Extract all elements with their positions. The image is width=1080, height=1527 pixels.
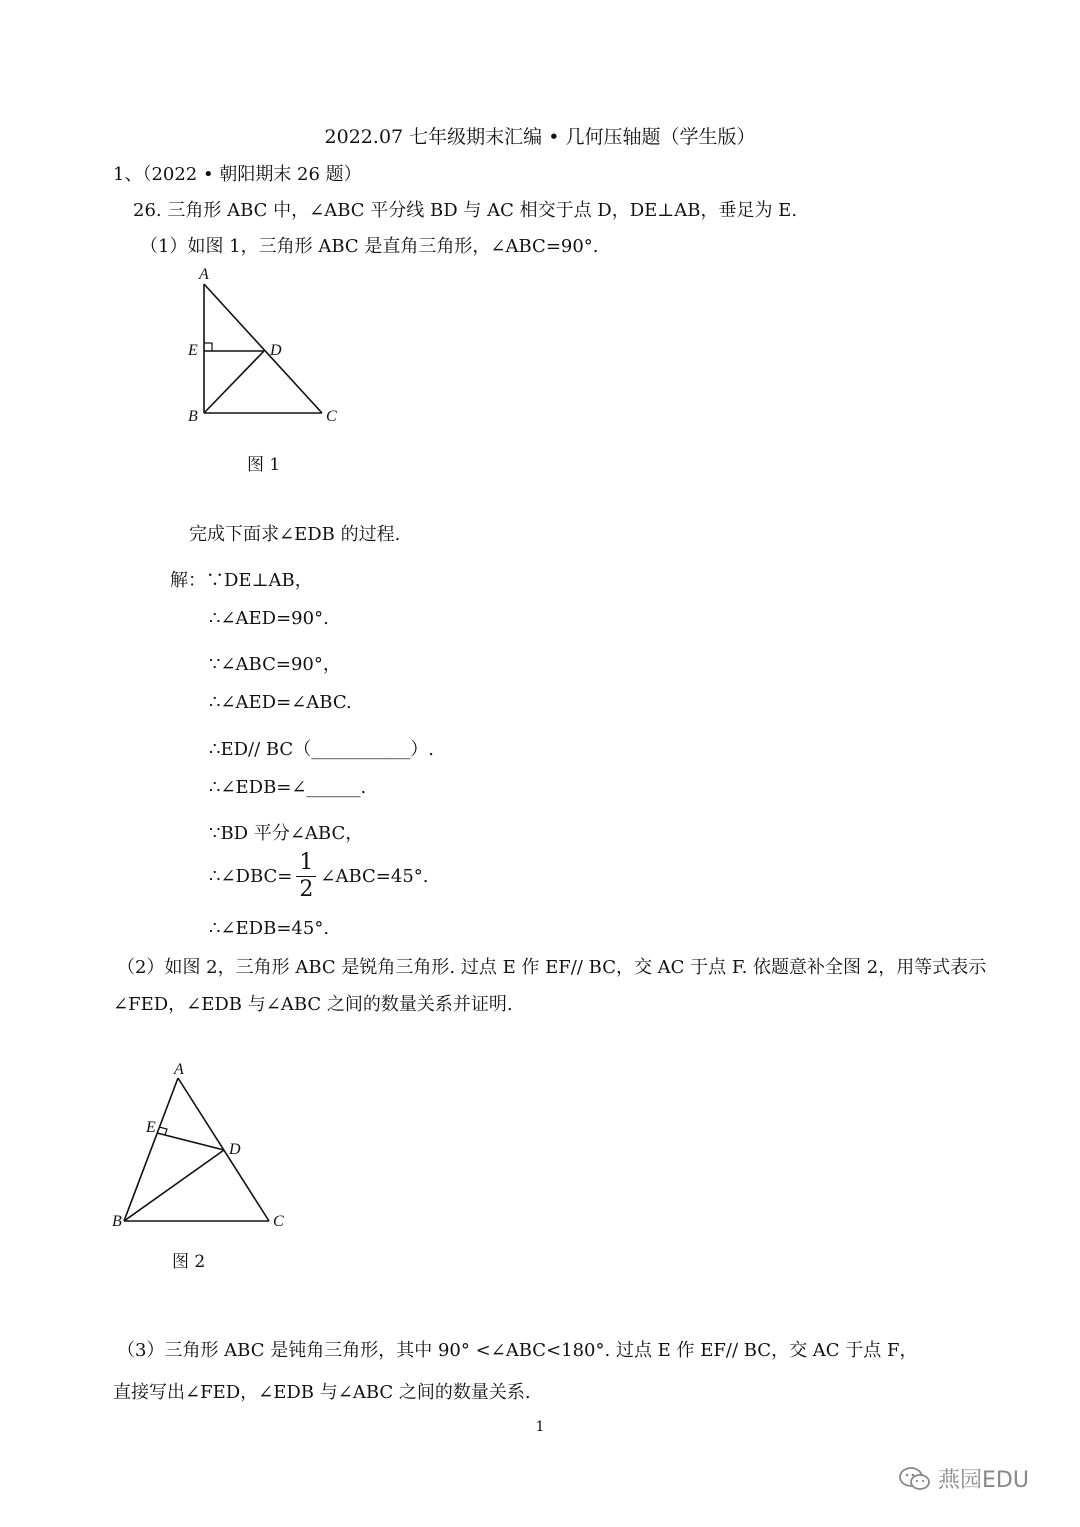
part2-text-line-1: （2）如图 2，三角形 ABC 是锐角三角形. 过点 E 作 EF// BC，交 AC 于点 F. 依题意补全图 2，用等式表示 <box>117 957 987 978</box>
solution-line-7: ∵BD 平分∠ABC， <box>209 823 364 844</box>
fig1-label-b: B <box>188 408 198 425</box>
solution-line-2: ∴∠AED=90°. <box>209 608 329 629</box>
solution-line-6: ∴∠EDB=∠______. <box>209 777 367 798</box>
wechat-icon <box>898 1465 932 1493</box>
part1-text: （1）如图 1，三角形 ABC 是直角三角形，∠ABC=90°. <box>140 236 599 257</box>
fig2-label-a: A <box>174 1061 184 1078</box>
watermark <box>898 1463 1029 1494</box>
solution-line-8-suffix: ∠ABC=45°. <box>320 866 429 887</box>
complete-prompt: 完成下面求∠EDB 的过程. <box>189 524 401 545</box>
fig1-segment-bd <box>204 351 264 413</box>
question-index: 1、（2022 • 朝阳期末 26 题） <box>113 164 362 185</box>
fig2-label-e: E <box>146 1119 156 1136</box>
question-stem: 26. 三角形 ABC 中，∠ABC 平分线 BD 与 AC 相交于点 D，DE⊥AB，垂足为 E. <box>133 200 798 221</box>
fig1-label-d: D <box>270 342 282 359</box>
figure-1 <box>180 262 360 437</box>
solution-line-4: ∴∠AED=∠ABC. <box>209 692 352 713</box>
fig1-label-a: A <box>199 266 209 283</box>
fraction-denominator: 2 <box>299 877 314 902</box>
solution-line-8 <box>209 852 429 901</box>
solution-line-3: ∵∠ABC=90°， <box>209 654 341 675</box>
part2-text-line-2: ∠FED，∠EDB 与∠ABC 之间的数量关系并证明. <box>113 994 513 1015</box>
fig2-label-d: D <box>229 1141 241 1158</box>
fig2-label-b: B <box>112 1213 122 1230</box>
solution-line-5: ∴ED// BC（___________）. <box>209 739 434 760</box>
solution-line-9: ∴∠EDB=45°. <box>209 918 330 939</box>
fig1-right-angle-mark <box>204 343 212 351</box>
figure-1-caption: 图 1 <box>247 455 281 475</box>
one-half-fraction <box>296 852 316 901</box>
fraction-numerator: 1 <box>296 852 316 877</box>
fig1-label-e: E <box>188 342 198 359</box>
watermark-text: 燕园EDU <box>938 1468 1029 1493</box>
page-number: 1 <box>535 1419 545 1435</box>
part3-text-line-2: 直接写出∠FED，∠EDB 与∠ABC 之间的数量关系. <box>113 1382 531 1403</box>
solution-line-1: 解：∵DE⊥AB， <box>170 570 313 591</box>
figure-2-caption: 图 2 <box>172 1252 206 1272</box>
part3-text-line-1: （3）三角形 ABC 是钝角三角形，其中 90° <∠ABC<180°. 过点 E 作 EF// BC，交 AC 于点 F， <box>117 1340 918 1361</box>
fig1-label-c: C <box>326 408 337 425</box>
figure-2 <box>105 1056 305 1241</box>
fig2-label-c: C <box>273 1213 284 1230</box>
solution-line-8-prefix: ∴∠DBC= <box>209 866 293 887</box>
fig2-segment-ab <box>124 1078 178 1221</box>
document-title: 2022.07 七年级期末汇编 • 几何压轴题（学生版） <box>324 126 756 148</box>
fig2-segment-bd <box>124 1150 224 1221</box>
